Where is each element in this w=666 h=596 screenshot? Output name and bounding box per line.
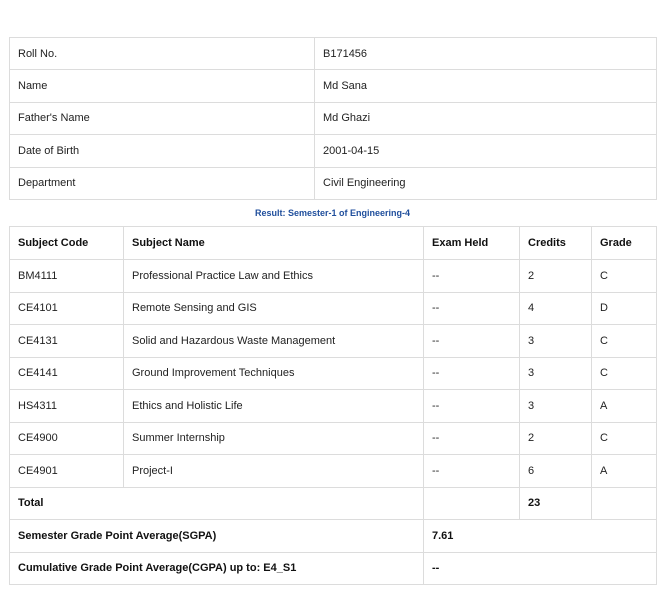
table-row (10, 455, 657, 488)
total-exam-cell (424, 487, 520, 520)
sgpa-value: 7.61 (424, 520, 657, 553)
result-title: Result: Semester-1 of Engineering-4 (254, 208, 411, 218)
credits-header: Credits (520, 227, 592, 260)
subject-name-cell: Ground Improvement Techniques (124, 357, 424, 390)
exam-held-cell: -- (424, 325, 520, 358)
total-label: Total (10, 487, 424, 520)
credits-cell: 4 (520, 292, 592, 325)
credits-cell: 2 (520, 422, 592, 455)
subject-code-cell: CE4131 (10, 325, 124, 358)
subject-name-cell: Ethics and Holistic Life (124, 390, 424, 423)
table-row (10, 390, 657, 423)
total-grade-cell (592, 487, 657, 520)
student-info-row (10, 38, 657, 70)
grade-cell: C (592, 422, 657, 455)
sgpa-row (10, 520, 657, 553)
cgpa-value: -- (424, 552, 657, 585)
table-row (10, 260, 657, 293)
table-row (10, 292, 657, 325)
grade-cell: D (592, 292, 657, 325)
exam-held-header: Exam Held (424, 227, 520, 260)
exam-held-cell: -- (424, 455, 520, 488)
fathers-name-value: Md Ghazi (315, 102, 657, 134)
table-row (10, 325, 657, 358)
subject-name-cell: Project-I (124, 455, 424, 488)
credits-cell: 3 (520, 357, 592, 390)
total-credits: 23 (520, 487, 592, 520)
subject-name-cell: Summer Internship (124, 422, 424, 455)
grade-cell: C (592, 325, 657, 358)
exam-held-cell: -- (424, 357, 520, 390)
subject-name-header: Subject Name (124, 227, 424, 260)
subject-code-cell: CE4141 (10, 357, 124, 390)
grade-cell: A (592, 455, 657, 488)
subject-code-cell: BM4111 (10, 260, 124, 293)
roll-no-value: B171456 (315, 38, 657, 70)
subject-code-cell: CE4101 (10, 292, 124, 325)
total-row (10, 487, 657, 520)
grade-cell: A (592, 390, 657, 423)
exam-held-cell: -- (424, 292, 520, 325)
table-row (10, 422, 657, 455)
fathers-name-label: Father's Name (10, 102, 315, 134)
department-value: Civil Engineering (315, 167, 657, 199)
cgpa-row (10, 552, 657, 585)
subject-code-cell: HS4311 (10, 390, 124, 423)
student-info-row (10, 167, 657, 199)
subject-code-header: Subject Code (10, 227, 124, 260)
name-value: Md Sana (315, 70, 657, 102)
grade-header: Grade (592, 227, 657, 260)
sgpa-label: Semester Grade Point Average(SGPA) (10, 520, 424, 553)
name-label: Name (10, 70, 315, 102)
student-info-row (10, 70, 657, 102)
subject-name-cell: Remote Sensing and GIS (124, 292, 424, 325)
exam-held-cell: -- (424, 390, 520, 423)
cgpa-label: Cumulative Grade Point Average(CGPA) up to: E4_S1 (10, 552, 424, 585)
credits-cell: 6 (520, 455, 592, 488)
subject-code-cell: CE4901 (10, 455, 124, 488)
subject-code-cell: CE4900 (10, 422, 124, 455)
credits-cell: 2 (520, 260, 592, 293)
grades-table (9, 226, 657, 585)
date-of-birth-label: Date of Birth (10, 135, 315, 167)
grade-cell: C (592, 357, 657, 390)
credits-cell: 3 (520, 390, 592, 423)
department-label: Department (10, 167, 315, 199)
table-row (10, 357, 657, 390)
subject-name-cell: Professional Practice Law and Ethics (124, 260, 424, 293)
grades-header-row (10, 227, 657, 260)
date-of-birth-value: 2001-04-15 (315, 135, 657, 167)
student-info-row (10, 135, 657, 167)
student-info-table (9, 37, 657, 200)
credits-cell: 3 (520, 325, 592, 358)
exam-held-cell: -- (424, 422, 520, 455)
exam-held-cell: -- (424, 260, 520, 293)
roll-no-label: Roll No. (10, 38, 315, 70)
student-info-row (10, 102, 657, 134)
subject-name-cell: Solid and Hazardous Waste Management (124, 325, 424, 358)
grade-cell: C (592, 260, 657, 293)
